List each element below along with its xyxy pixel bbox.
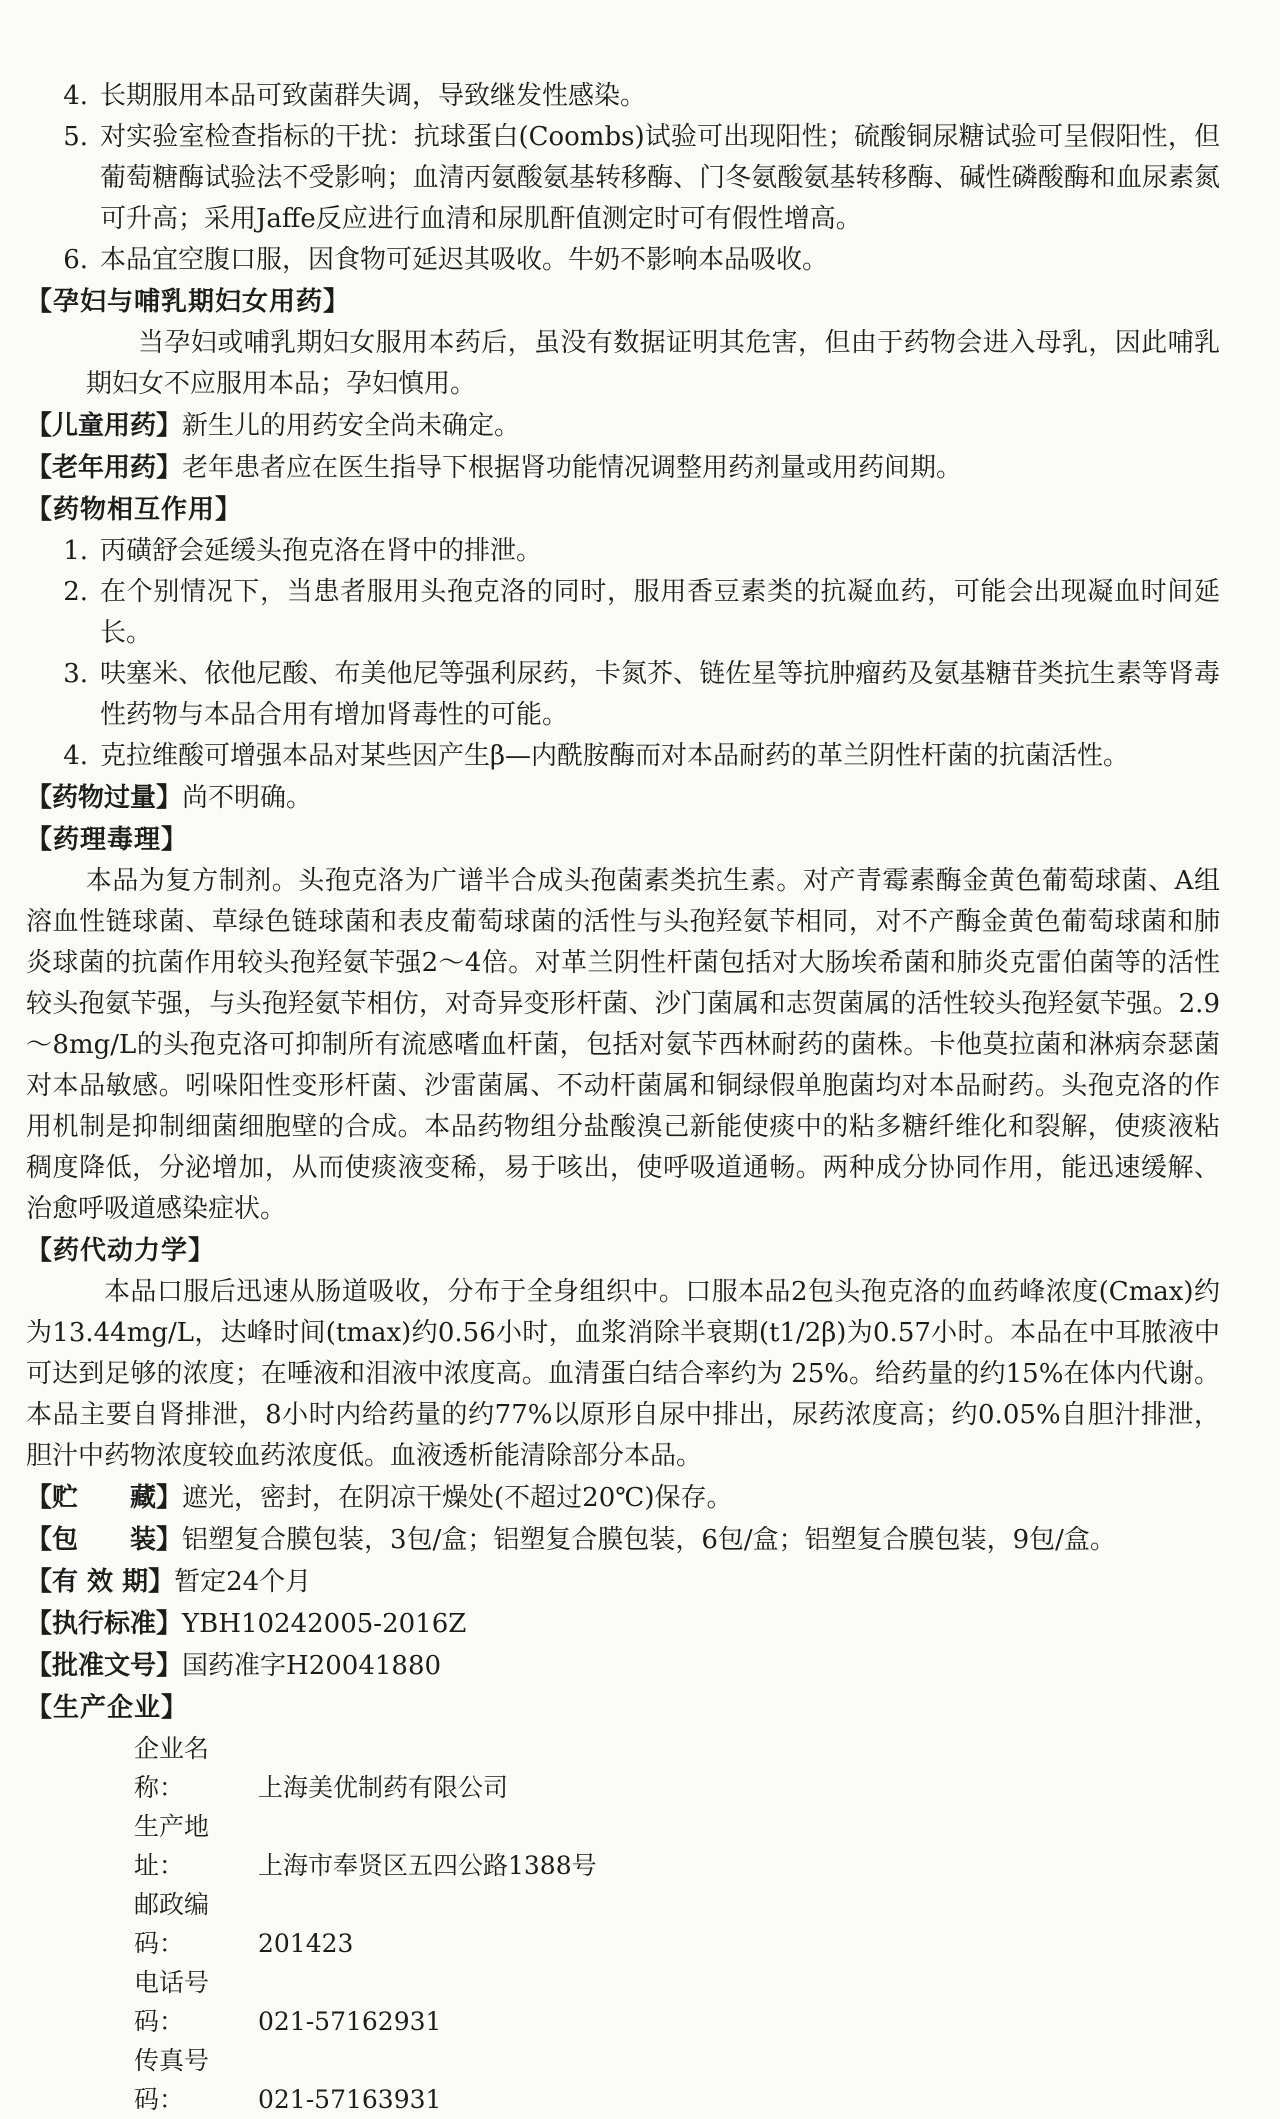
manufacturer-heading: 【生产企业】: [26, 1693, 189, 1723]
contact-key: 生产地址：: [134, 1812, 210, 1880]
precaution-item-5: [26, 117, 1220, 240]
item-number: 2.: [63, 577, 88, 607]
item-number: 1.: [63, 536, 88, 566]
approval-row: [26, 1645, 1220, 1687]
elderly-label: 【老年用药】: [26, 453, 183, 483]
item-text: 本品宜空腹口服，因食物可延迟其吸收。牛奶不影响本品吸收。: [100, 245, 829, 275]
contact-value: 021-57163931: [258, 2085, 442, 2114]
contact-value: 021-57162931: [258, 2007, 442, 2036]
item-number: 6.: [63, 245, 88, 275]
contact-key: 传真号码：: [134, 2046, 210, 2114]
item-number: 4.: [63, 81, 88, 111]
item-number: 4.: [63, 741, 88, 771]
overdose-text: 尚不明确。: [182, 783, 313, 813]
pregnancy-text: 当孕妇或哺乳期妇女服用本药后，虽没有数据证明其危害，但由于药物会进入母乳，因此哺乳期妇女不应服用本品；孕妇慎用。: [86, 328, 1220, 399]
contact-key: 企业名称：: [134, 1734, 210, 1802]
pharmacology-heading: 【药理毒理】: [26, 825, 189, 855]
item-text: 呋塞米、依他尼酸、布美他尼等强利尿药，卡氮芥、链佐星等抗肿瘤药及氨基糖苷类抗生素等肾毒性药物与本品合用有增加肾毒性的可能。: [100, 659, 1220, 730]
storage-row: [26, 1477, 1220, 1519]
package-label: 【包 装】: [26, 1525, 183, 1555]
manufacturer-name-row: [26, 1729, 1220, 1807]
pharmacokinetics-heading: 【药代动力学】: [26, 1236, 216, 1266]
precaution-item-6: [26, 240, 1220, 281]
item-text: 在个别情况下，当患者服用头孢克洛的同时，服用香豆素类的抗凝血药，可能会出现凝血时间延长。: [100, 577, 1220, 648]
storage-text: 遮光，密封，在阴凉干燥处(不超过20℃)保存。: [182, 1483, 733, 1513]
item-text: 对实验室检查指标的干扰：抗球蛋白(Coombs)试验可出现阳性；硫酸铜尿糖试验可呈假阳性，但葡萄糖酶试验法不受影响；血清丙氨酸氨基转移酶、门冬氨酸氨基转移酶、碱性磷酸酶和血尿素氮可升高；采用Jaffe反应进行血清和尿肌酐值测定时可有假性增高。: [100, 122, 1220, 234]
pharmacokinetics-text: 本品口服后迅速从肠道吸收，分布于全身组织中。口服本品2包头孢克洛的血药峰浓度(Cmax)约为13.44mg/L，达峰时间(tmax)约0.56小时，血浆消除半衰期(t1/2β)为0.57小时。本品在中耳脓液中可达到足够的浓度；在唾液和泪液中浓度高。血清蛋白结合率约为 25%。给药量的约15%在体内代谢。本品主要自肾排泄，8小时内给药量的约77%以原形自尿中排出，尿药浓度高；约0.05%自胆汁排泄，胆汁中药物浓度较血药浓度低。血液透析能清除部分本品。: [26, 1277, 1220, 1471]
manufacturer-fax-row: [26, 2041, 1220, 2119]
item-text: 克拉维酸可增强本品对某些因产生β—内酰胺酶而对本品耐药的革兰阴性杆菌的抗菌活性。: [100, 741, 1130, 771]
item-number: 3.: [63, 659, 88, 689]
manufacturer-postcode-row: [26, 1885, 1220, 1963]
package-text: 铝塑复合膜包装，3包/盒；铝塑复合膜包装，6包/盒；铝塑复合膜包装，9包/盒。: [182, 1525, 1116, 1555]
manufacturer-phone-row: [26, 1963, 1220, 2041]
storage-label: 【贮 藏】: [26, 1483, 183, 1513]
precaution-item-4: [26, 76, 1220, 117]
standard-label: 【执行标准】: [26, 1609, 183, 1639]
item-text: 长期服用本品可致菌群失调，导致继发性感染。: [100, 81, 647, 111]
children-row: [26, 405, 1220, 447]
contact-key: 电话号码：: [134, 1968, 210, 2036]
contact-value: 上海市奉贤区五四公路1388号: [258, 1851, 597, 1880]
elderly-row: [26, 447, 1220, 489]
manufacturer-address-row: [26, 1807, 1220, 1885]
pregnancy-heading: 【孕妇与哺乳期妇女用药】: [26, 287, 351, 317]
interaction-item-2: [26, 572, 1220, 654]
interaction-item-4: [26, 736, 1220, 777]
standard-row: [26, 1603, 1220, 1645]
contact-value: 201423: [258, 1929, 354, 1958]
standard-text: YBH10242005-2016Z: [182, 1609, 467, 1639]
children-text: 新生儿的用药安全尚未确定。: [182, 411, 521, 441]
overdose-label: 【药物过量】: [26, 783, 183, 813]
approval-text: 国药准字H20041880: [182, 1651, 442, 1681]
package-row: [26, 1519, 1220, 1561]
interaction-item-3: [26, 654, 1220, 736]
children-label: 【儿童用药】: [26, 411, 183, 441]
contact-value: 上海美优制药有限公司: [258, 1773, 509, 1802]
item-text: 丙磺舒会延缓头孢克洛在肾中的排泄。: [100, 536, 543, 566]
interaction-item-1: [26, 531, 1220, 572]
contact-key: 邮政编码：: [134, 1890, 210, 1958]
overdose-row: [26, 777, 1220, 819]
validity-label: 【有 效 期】: [26, 1567, 175, 1597]
approval-label: 【批准文号】: [26, 1651, 183, 1681]
validity-row: [26, 1561, 1220, 1603]
elderly-text: 老年患者应在医生指导下根据肾功能情况调整用药剂量或用药间期。: [182, 453, 963, 483]
pharmacology-text: 本品为复方制剂。头孢克洛为广谱半合成头孢菌素类抗生素。对产青霉素酶金黄色葡萄球菌、A组溶血性链球菌、草绿色链球菌和表皮葡萄球菌的活性与头孢羟氨苄相同，对不产酶金黄色葡萄球菌和肺炎球菌的抗菌作用较头孢羟氨苄强2～4倍。对革兰阴性杆菌包括对大肠埃希菌和肺炎克雷伯菌等的活性较头孢氨苄强，与头孢羟氨苄相仿，对奇异变形杆菌、沙门菌属和志贺菌属的活性较头孢羟氨苄强。2.9～8mg/L的头孢克洛可抑制所有流感嗜血杆菌，包括对氨苄西林耐药的菌株。卡他莫拉菌和淋病奈瑟菌对本品敏感。吲哚阳性变形杆菌、沙雷菌属、不动杆菌属和铜绿假单胞菌均对本品耐药。头孢克洛的作用机制是抑制细菌细胞壁的合成。本品药物组分盐酸溴己新能使痰中的粘多糖纤维化和裂解，使痰液粘稠度降低，分泌增加，从而使痰液变稀，易于咳出，使呼吸道通畅。两种成分协同作用，能迅速缓解、治愈呼吸道感染症状。: [26, 866, 1220, 1224]
item-number: 5.: [63, 122, 88, 152]
validity-text: 暂定24个月: [174, 1567, 312, 1597]
interactions-heading: 【药物相互作用】: [26, 495, 243, 525]
